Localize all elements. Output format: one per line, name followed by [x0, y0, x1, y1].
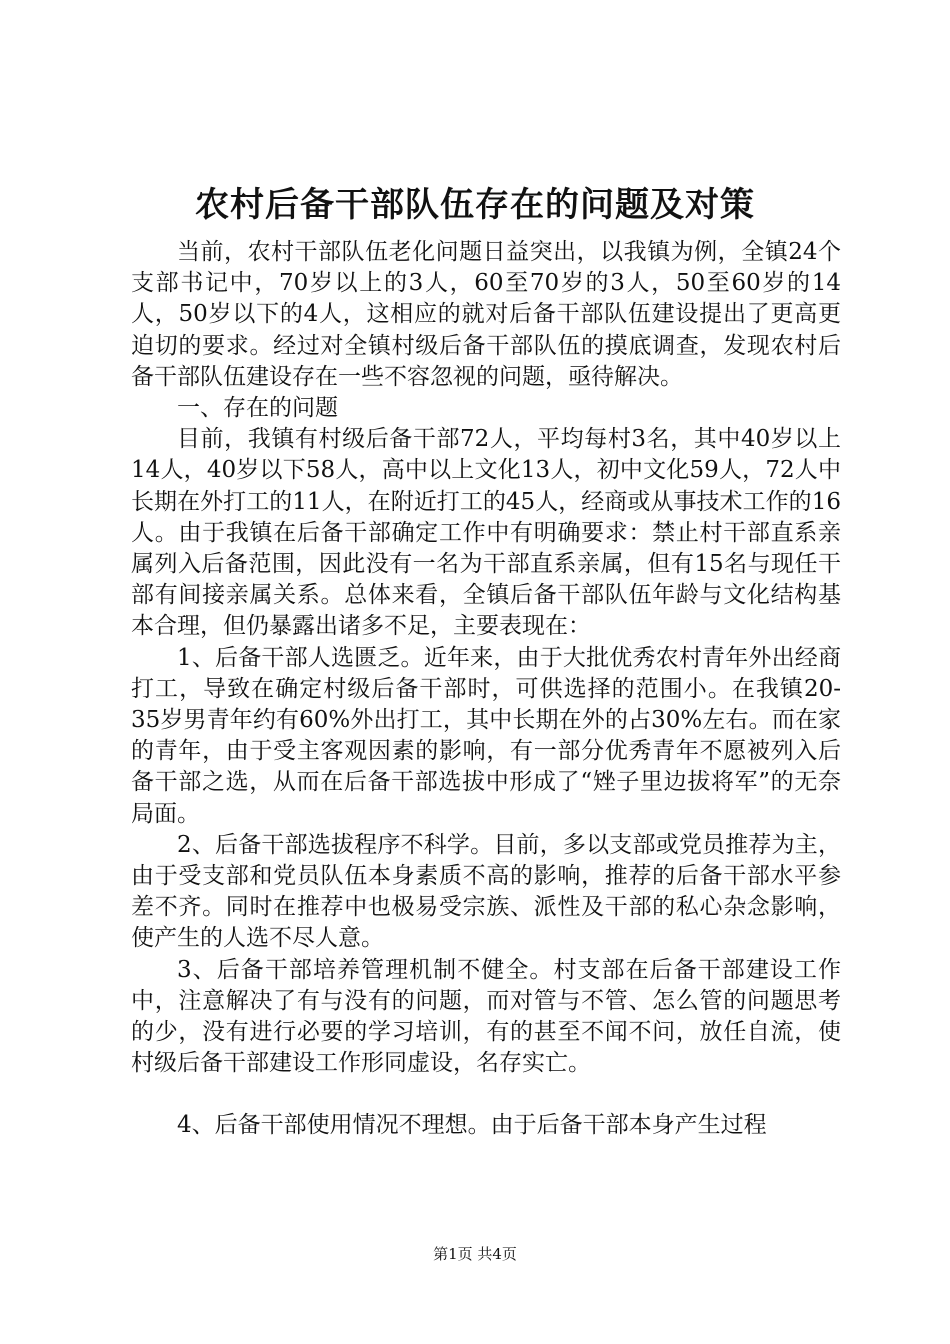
paragraph-intro: 当前，农村干部队伍老化问题日益突出，以我镇为例，全镇24个支部书记中，70岁以上的3人，60至70岁的3人，50至60岁的14人，50岁以下的4人，这相应的就对后备干部队伍建设提出了更高更迫切的要求。经过对全镇村级后备干部队伍的摸底调查，发现农村后备干部队伍建设存在一些不容忽视的问题，亟待解决。: [131, 239, 841, 390]
paragraph-issue-4: 4、后备干部使用情况不理想。由于后备干部本身产生过程: [177, 1112, 767, 1139]
paragraph-status: 目前，我镇有村级后备干部72人，平均每村3名，其中40岁以上14人，40岁以下58人，高中以上文化13人，初中文化59人，72人中长期在外打工的11人，在附近打工的45人，经商或从事技术工作的16人。由于我镇在后备干部确定工作中有明确要求：禁止村干部直系亲属列入后备范围，因此没有一名为干部直系亲属，但有15名与现任干部有间接亲属关系。总体来看，全镇后备干部队伍年龄与文化结构基本合理，但仍暴露出诸多不足，主要表现在：: [131, 426, 841, 640]
paragraph-issue-3: 3、后备干部培养管理机制不健全。村支部在后备干部建设工作中，注意解决了有与没有的问题，而对管与不管、怎么管的问题思考的少，没有进行必要的学习培训，有的甚至不闻不问，放任自流，使村级后备干部建设工作形同虚设，名存实亡。: [131, 956, 841, 1077]
document-title: 农村后备干部队伍存在的问题及对策: [195, 185, 755, 225]
paragraph-issue-1: 1、后备干部人选匮乏。近年来，由于大批优秀农村青年外出经商打工，导致在确定村级后备干部时，可供选择的范围小。在我镇20-35岁男青年约有60%外出打工，其中长期在外的占30%左右。而在家的青年，由于受主客观因素的影响，有一部分优秀青年不愿被列入后备干部之选，从而在后备干部选拔中形成了“矬子里边拔将军”的无奈局面。: [131, 644, 841, 827]
page-footer: 第1页 共4页: [433, 1245, 517, 1263]
document-body: [131, 237, 841, 1142]
section-heading: 一、存在的问题: [177, 395, 338, 422]
paragraph-issue-2: 2、后备干部选拔程序不科学。目前，多以支部或党员推荐为主，由于受支部和党员队伍本身素质不高的影响，推荐的后备干部水平参差不齐。同时在推荐中也极易受宗族、派性及干部的私心杂念影响，使产生的人选不尽人意。: [131, 831, 841, 952]
